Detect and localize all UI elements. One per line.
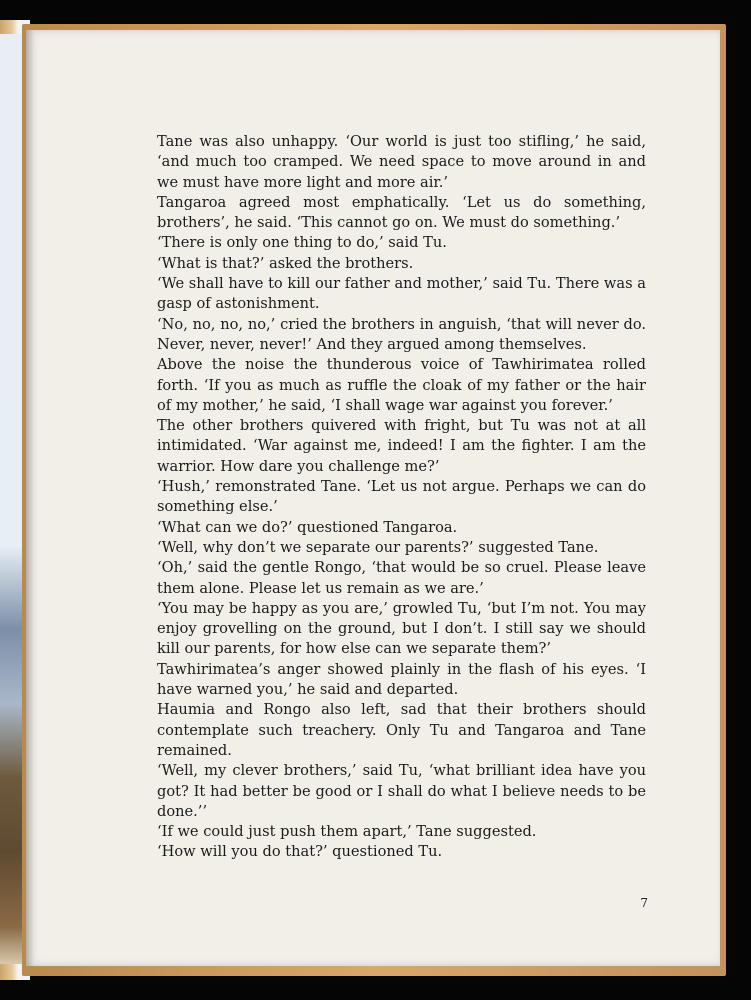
paragraph: Tane was also unhappy. ‘Our world is just too stifling,’ he said, ‘and much too cramped. We need space to move around in and we must have more light and more air.’ — [157, 133, 646, 191]
paragraph: ‘Well, my clever brothers,’ said Tu, ‘what brilliant idea have you got? It had better be good or I shall do what I believe needs to be done.’’ — [157, 762, 646, 820]
paragraph: ‘We shall have to kill our father and mother,’ said Tu. There was a gasp of astonishment. — [157, 275, 646, 313]
paragraph: The other brothers quivered with fright, but Tu was not at all intimidated. ‘War against me, indeed! I am the fighter. I am the warrior. How dare you challenge me?’ — [157, 417, 646, 475]
paragraph: ‘Oh,’ said the gentle Rongo, ‘that would be so cruel. Please leave them alone. Please let us remain as we are.’ — [157, 559, 646, 597]
paragraph: ‘No, no, no, no,’ cried the brothers in anguish, ‘that will never do. Never, never, never!’ And they argued among themselves. — [157, 315, 646, 353]
story-text — [157, 132, 646, 863]
paragraph: Above the noise the thunderous voice of Tawhirimatea rolled forth. ‘If you as much as ruffle the cloak of my father or the hair of my mother,’ he said, ‘I shall wage war against you forever.’ — [157, 356, 646, 414]
paragraph: ‘What is that?’ asked the brothers. — [157, 254, 414, 272]
paragraph: ‘Hush,’ remonstrated Tane. ‘Let us not argue. Perhaps we can do something else.’ — [157, 478, 646, 516]
page-number: 7 — [640, 896, 648, 910]
paragraph: Haumia and Rongo also left, sad that their brothers should contemplate such treachery. Only Tu and Tangaroa and Tane remained. — [157, 701, 646, 759]
paragraph: ‘How will you do that?’ questioned Tu. — [157, 843, 443, 861]
paragraph: ‘Well, why don’t we separate our parents?’ suggested Tane. — [157, 538, 599, 556]
paragraph: Tangaroa agreed most emphatically. ‘Let us do something, brothers’, he said. ‘This cannot go on. We must do something.’ — [157, 193, 646, 232]
paragraph: ‘There is only one thing to do,’ said Tu. — [157, 234, 447, 252]
paragraph: Tawhirimatea’s anger showed plainly in the flash of his eyes. ‘I have warned you,’ he said and departed. — [157, 660, 646, 699]
paragraph: ‘If we could just push them apart,’ Tane suggested. — [157, 823, 537, 841]
gutter-shadow — [26, 30, 34, 966]
paragraph: ‘You may be happy as you are,’ growled Tu, ‘but I’m not. You may enjoy grovelling on the ground, but I don’t. I still say we should kill our parents, for how else can we separate them?’ — [157, 599, 646, 658]
paragraph: ‘What can we do?’ questioned Tangaroa. — [157, 518, 458, 536]
